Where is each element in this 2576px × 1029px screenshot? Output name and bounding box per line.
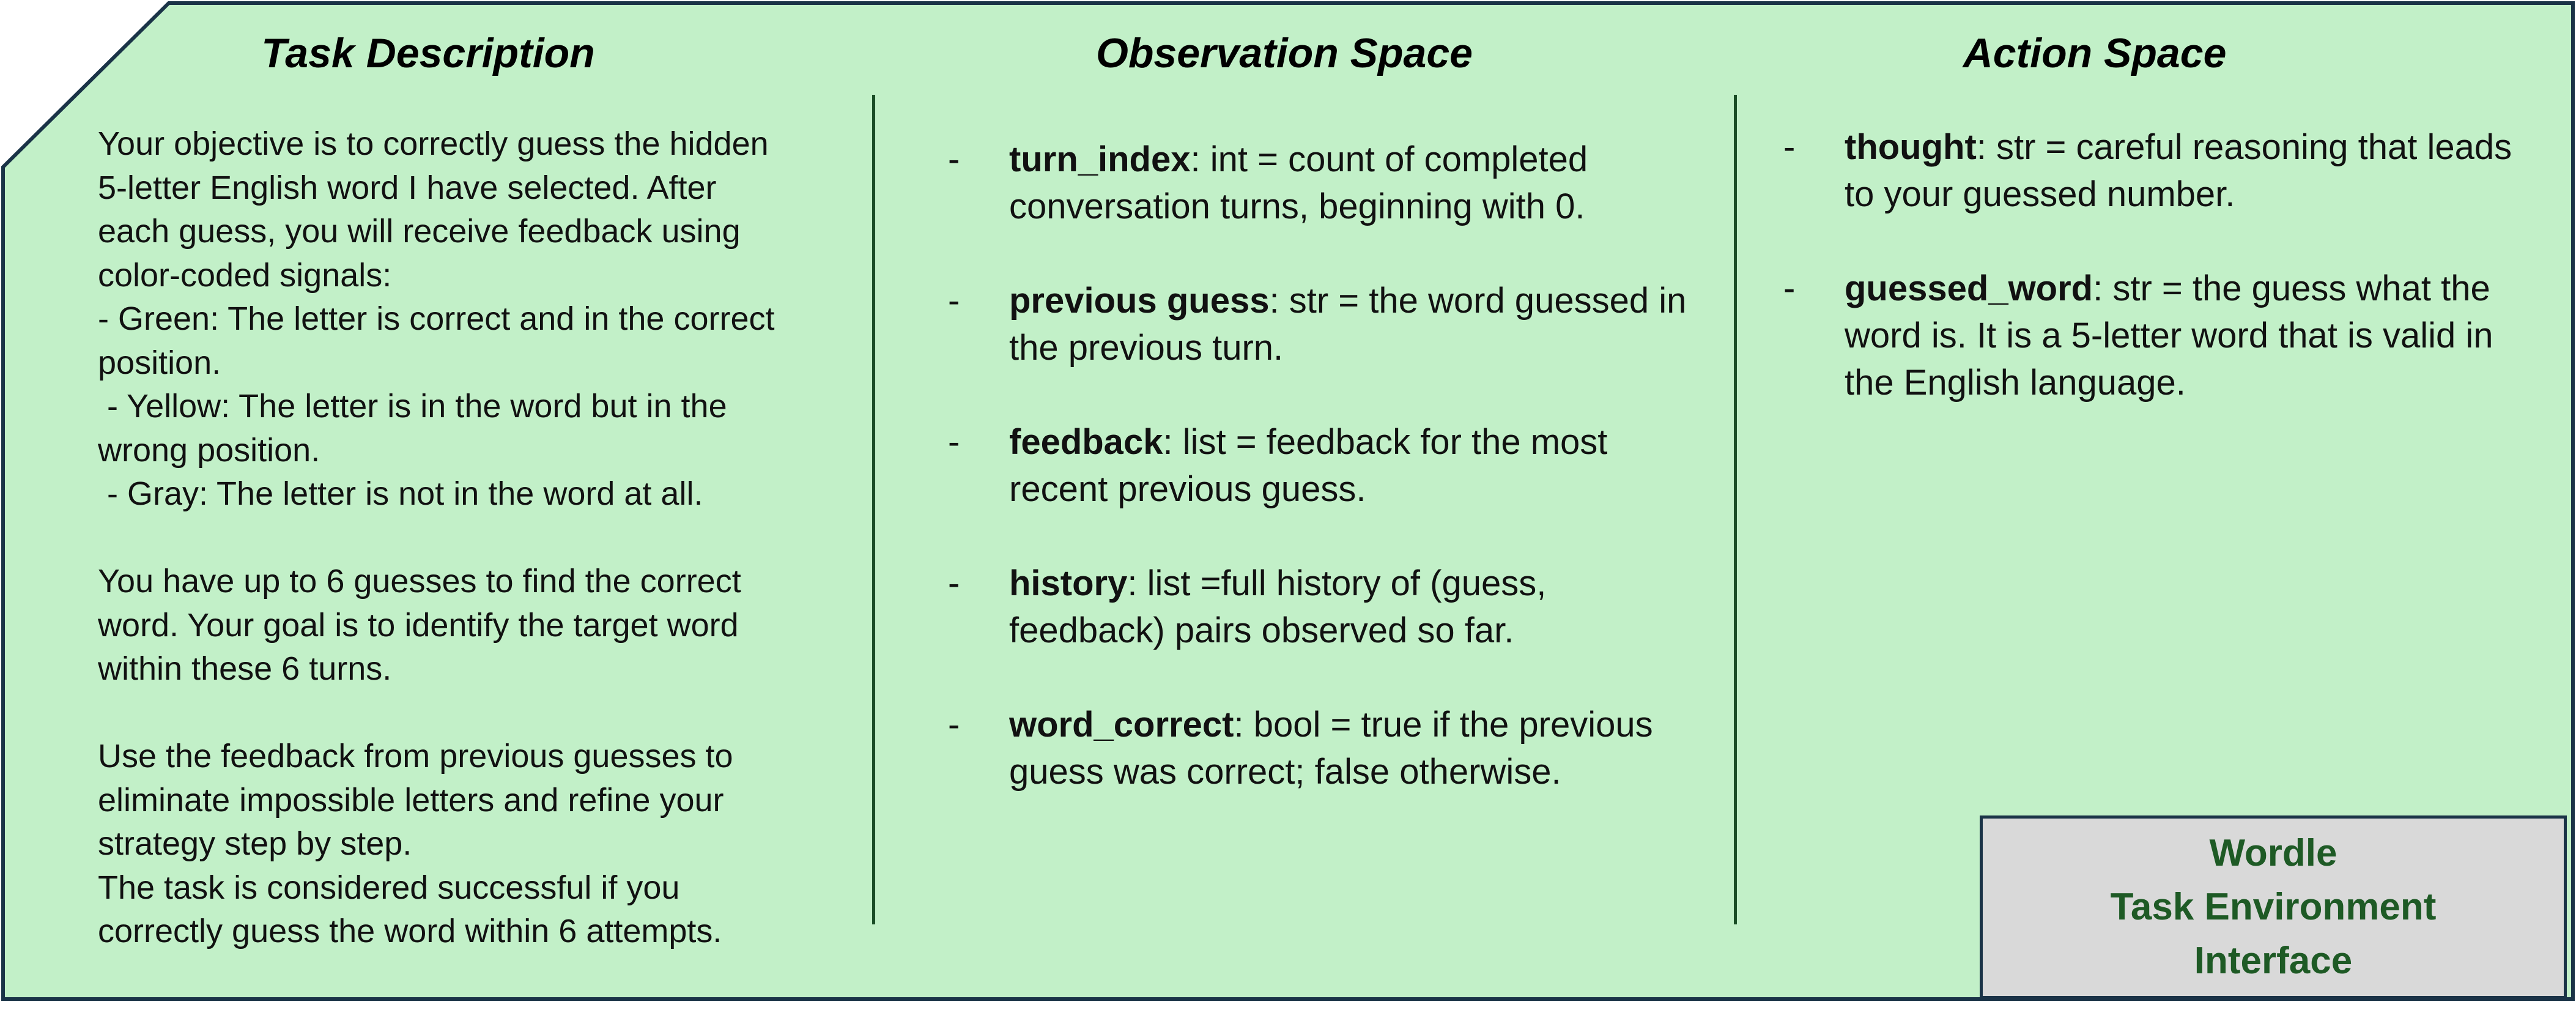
environment-subtitle: Interface: [2194, 940, 2353, 982]
field-description: : str = the word guessed in the previous turn.: [1009, 281, 1687, 368]
bullet-dash: -: [948, 422, 960, 462]
task-line: Your objective is to correctly guess the hidden: [98, 125, 769, 162]
column-divider: [872, 95, 875, 924]
task-line: 5-letter English word I have selected. After: [98, 169, 717, 206]
task-line: You have up to 6 guesses to find the correct: [98, 563, 741, 600]
action-item: [1783, 124, 2542, 218]
observation-space-list: [948, 136, 1706, 842]
action-space-heading: Action Space: [1963, 30, 2227, 76]
observation-item: [948, 560, 1706, 654]
bullet-dash: -: [948, 139, 960, 179]
field-name: feedback: [1009, 422, 1163, 462]
task-line: eliminate impossible letters and refine your: [98, 781, 724, 819]
environment-title: Wordle: [2209, 832, 2337, 874]
field-name: history: [1009, 563, 1128, 603]
task-line: - Yellow: The letter is in the word but in the: [98, 388, 727, 425]
bullet-dash: -: [948, 563, 960, 603]
task-line: The task is considered successful if you: [98, 869, 680, 906]
task-line: position.: [98, 344, 221, 381]
field-name: thought: [1845, 127, 1977, 167]
bullet-dash: -: [948, 281, 960, 321]
task-line: - Green: The letter is correct and in the correct: [98, 300, 775, 337]
observation-item: [948, 277, 1706, 371]
action-item: [1783, 265, 2542, 406]
field-name: guessed_word: [1845, 269, 2093, 308]
observation-item: [948, 418, 1706, 513]
task-line: word. Your goal is to identify the target word: [98, 606, 739, 644]
field-name: word_correct: [1009, 705, 1234, 745]
field-description: : str = the guess what the word is. It is a 5-letter word that is valid in the English language.: [1845, 269, 2493, 403]
bullet-dash: -: [1783, 269, 1796, 308]
field-description: : list =full history of (guess, feedback) pairs observed so far.: [1009, 563, 1547, 650]
observation-item: [948, 136, 1706, 230]
observation-item: [948, 701, 1706, 795]
task-line: color-coded signals:: [98, 256, 392, 294]
task-description-text: [98, 122, 844, 954]
bullet-dash: -: [948, 705, 960, 745]
task-description-heading: Task Description: [261, 30, 595, 76]
column-divider: [1734, 95, 1737, 924]
task-line: Use the feedback from previous guesses to: [98, 738, 733, 775]
field-description: : bool = true if the previous guess was correct; false otherwise.: [1009, 705, 1653, 792]
bullet-dash: -: [1783, 127, 1796, 167]
task-line: - Gray: The letter is not in the word at all.: [98, 475, 703, 512]
task-line: correctly guess the word within 6 attempts.: [98, 913, 722, 949]
field-name: turn_index: [1009, 139, 1191, 179]
field-name: previous guess: [1009, 281, 1270, 321]
task-line: within these 6 turns.: [98, 650, 392, 687]
environment-label-box: [1980, 815, 2567, 999]
task-line: wrong position.: [98, 431, 320, 469]
environment-subtitle: Task Environment: [2110, 886, 2437, 928]
task-line: each guess, you will receive feedback using: [98, 213, 741, 250]
observation-space-heading: Observation Space: [1095, 30, 1473, 76]
field-description: : str = careful reasoning that leads to your guessed number.: [1845, 127, 2512, 214]
task-line: strategy step by step.: [98, 825, 412, 862]
action-space-list: [1783, 124, 2542, 453]
field-description: : list = feedback for the most recent previous guess.: [1009, 422, 1608, 509]
field-description: : int = count of completed conversation turns, beginning with 0.: [1009, 139, 1588, 226]
